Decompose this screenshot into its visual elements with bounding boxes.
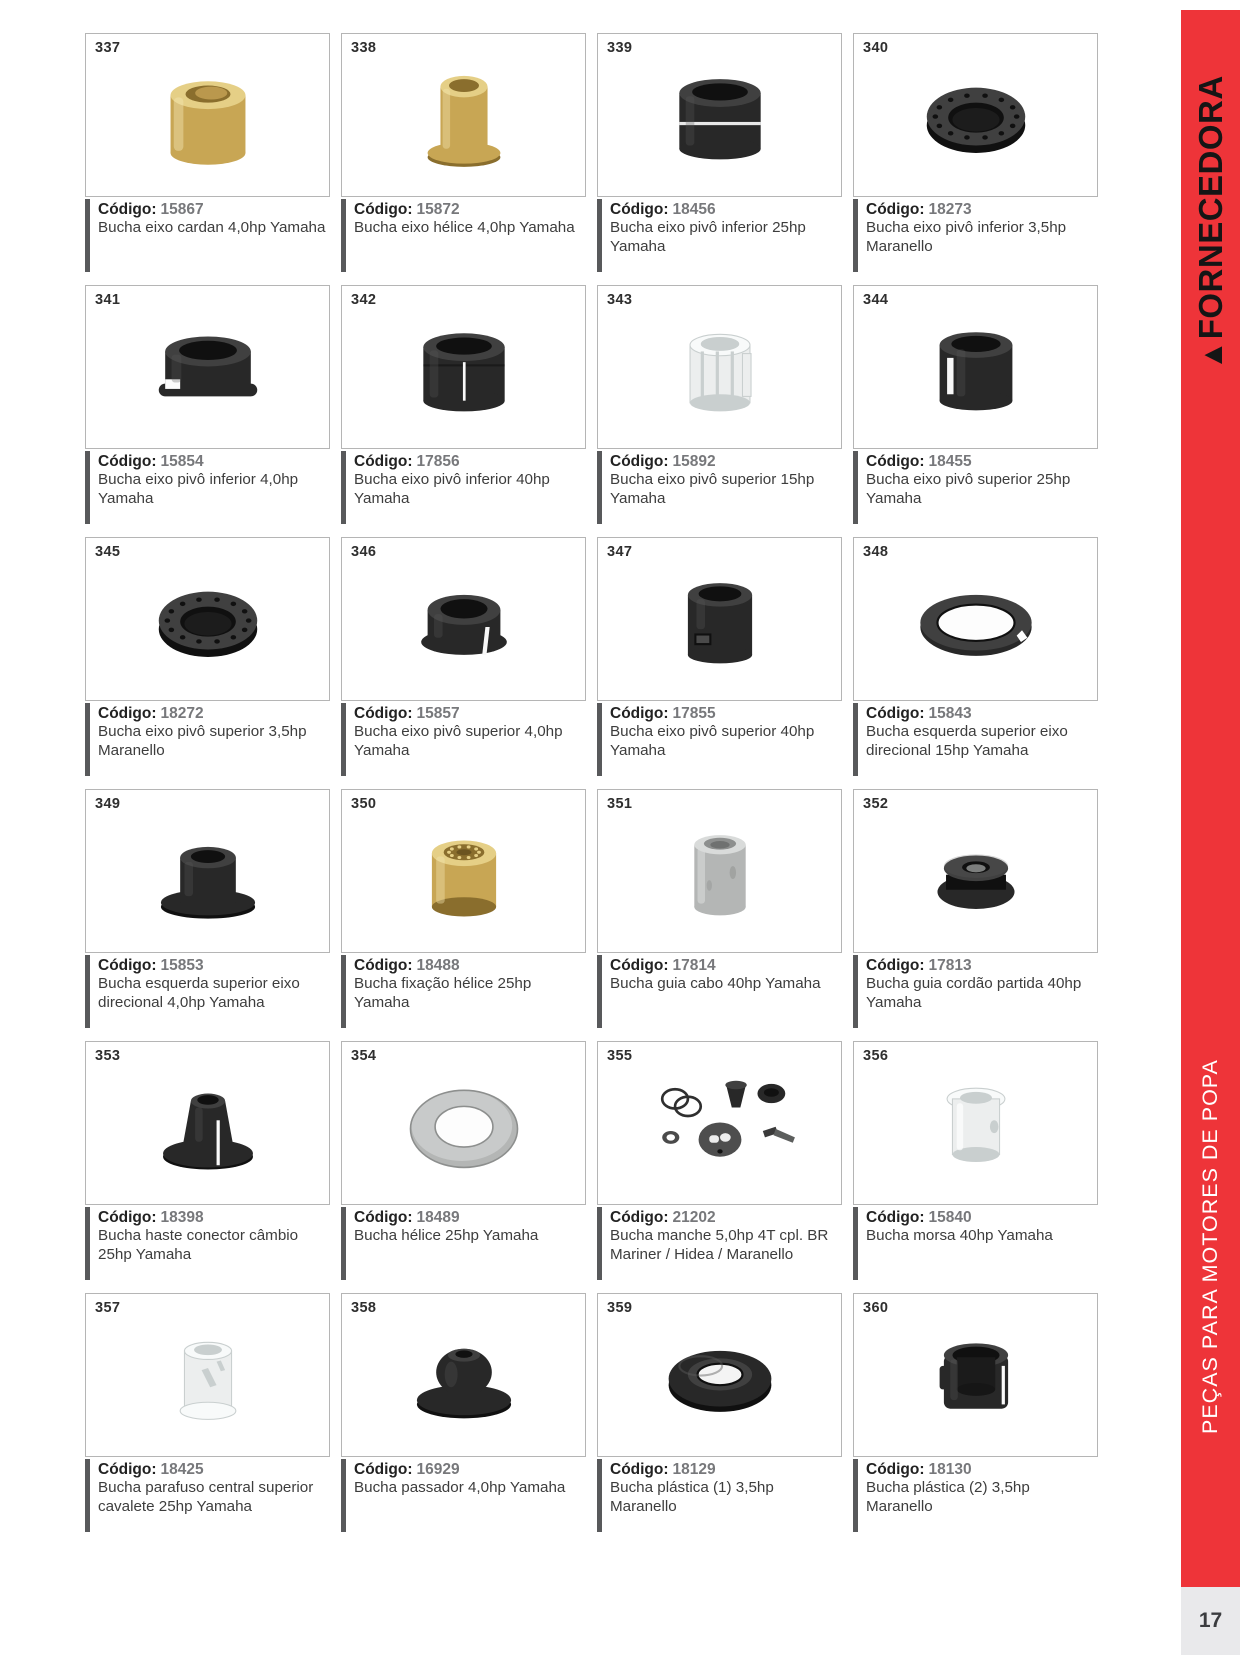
product-cell [853, 33, 1098, 285]
parts-kit-photo [598, 1042, 841, 1204]
code-label: Código: [354, 705, 413, 722]
product-caption [85, 955, 330, 1028]
code-value: 17813 [928, 957, 972, 974]
product-image-frame [341, 1293, 586, 1457]
code-label: Código: [866, 705, 925, 722]
code-label: Código: [866, 201, 925, 218]
steel-cyl-photo [598, 790, 841, 952]
black-flange-split-photo [86, 1042, 329, 1204]
product-code-line [866, 452, 1098, 471]
product-image-frame [853, 537, 1098, 701]
product-image-frame [341, 33, 586, 197]
code-label: Código: [354, 1209, 413, 1226]
item-number: 340 [863, 40, 889, 56]
brand-triangle-icon: ▲ [1196, 340, 1229, 370]
item-number: 360 [863, 1300, 889, 1316]
product-image-frame [85, 789, 330, 953]
product-description: Bucha eixo pivô superior 3,5hp Maranello [98, 723, 307, 759]
black-ring-crack-photo [854, 538, 1097, 700]
black-split-h-photo [598, 34, 841, 196]
product-caption [85, 451, 330, 524]
code-label: Código: [610, 957, 669, 974]
product-caption [341, 199, 586, 272]
product-caption [853, 199, 1098, 272]
product-caption [597, 199, 842, 272]
product-caption [85, 1207, 330, 1280]
product-image-frame [85, 1041, 330, 1205]
code-label: Código: [610, 1209, 669, 1226]
white-ribbed-photo [598, 286, 841, 448]
product-description: Bucha eixo pivô inferior 4,0hp Yamaha [98, 471, 299, 507]
product-caption [85, 703, 330, 776]
product-code-line [98, 1460, 330, 1479]
code-value: 21202 [672, 1209, 716, 1226]
steel-washer-photo [342, 1042, 585, 1204]
product-description: Bucha eixo pivô inferior 25hp Yamaha [610, 219, 806, 255]
code-value: 15892 [672, 453, 716, 470]
item-number: 342 [351, 292, 377, 308]
product-cell [597, 789, 842, 1041]
item-number: 352 [863, 796, 889, 812]
product-description: Bucha passador 4,0hp Yamaha [354, 1479, 566, 1497]
black-holes-ring-photo [86, 538, 329, 700]
product-cell [341, 789, 586, 1041]
brand-logo [1192, 75, 1230, 370]
black-slot-photo [854, 286, 1097, 448]
product-cell [341, 1041, 586, 1293]
item-number: 343 [607, 292, 633, 308]
product-code-line [610, 1460, 842, 1479]
product-cell [853, 1041, 1098, 1293]
product-description: Bucha hélice 25hp Yamaha [354, 1227, 539, 1245]
product-description: Bucha esquerda superior eixo direcional 15hp Yamaha [866, 723, 1068, 759]
item-number: 349 [95, 796, 121, 812]
product-caption [85, 1459, 330, 1532]
item-number: 346 [351, 544, 377, 560]
product-code-line [866, 200, 1098, 219]
product-code-line [354, 1208, 586, 1227]
sidebar-subtitle: PEÇAS PARA MOTORES DE POPA [1198, 1059, 1222, 1434]
item-number: 338 [351, 40, 377, 56]
product-description: Bucha guia cabo 40hp Yamaha [610, 975, 821, 993]
product-cell [85, 285, 330, 537]
product-caption [853, 1207, 1098, 1280]
brass-bushing-photo [86, 34, 329, 196]
item-number: 358 [351, 1300, 377, 1316]
product-caption [341, 955, 586, 1028]
product-code-line [354, 1460, 586, 1479]
product-caption [341, 1459, 586, 1532]
product-code-line [610, 704, 842, 723]
product-cell [853, 285, 1098, 537]
item-number: 344 [863, 292, 889, 308]
code-label: Código: [610, 1461, 669, 1478]
product-cell [597, 1293, 842, 1545]
item-number: 354 [351, 1048, 377, 1064]
sidebar-red-bar [1181, 10, 1240, 1587]
product-image-frame [853, 33, 1098, 197]
code-value: 18130 [928, 1461, 972, 1478]
product-description: Bucha eixo pivô superior 15hp Yamaha [610, 471, 815, 507]
product-caption [853, 703, 1098, 776]
product-cell [853, 537, 1098, 789]
code-value: 15867 [160, 201, 204, 218]
product-image-frame [597, 1293, 842, 1457]
product-cell [597, 33, 842, 285]
product-description: Bucha haste conector câmbio 25hp Yamaha [98, 1227, 299, 1263]
product-description: Bucha eixo pivô inferior 3,5hp Maranello [866, 219, 1067, 255]
code-value: 15872 [416, 201, 460, 218]
product-cell [85, 789, 330, 1041]
product-code-line [354, 452, 586, 471]
code-label: Código: [98, 201, 157, 218]
product-caption [597, 1459, 842, 1532]
product-image-frame [341, 537, 586, 701]
product-description: Bucha manche 5,0hp 4T cpl. BR Mariner / Hidea / Maranello [610, 1227, 829, 1263]
item-number: 337 [95, 40, 121, 56]
black-flange-slit-ring-photo [342, 538, 585, 700]
code-value: 18455 [928, 453, 972, 470]
code-label: Código: [866, 1461, 925, 1478]
code-label: Código: [866, 453, 925, 470]
product-description: Bucha esquerda superior eixo direcional 4,0hp Yamaha [98, 975, 300, 1011]
product-image-frame [853, 789, 1098, 953]
product-caption [341, 451, 586, 524]
code-value: 15853 [160, 957, 204, 974]
product-image-frame [597, 1041, 842, 1205]
product-description: Bucha eixo pivô superior 40hp Yamaha [610, 723, 815, 759]
product-code-line [98, 1208, 330, 1227]
product-description: Bucha parafuso central superior cavalete 25hp Yamaha [98, 1479, 314, 1515]
code-value: 17814 [672, 957, 716, 974]
code-value: 18456 [672, 201, 716, 218]
product-cell [341, 33, 586, 285]
product-image-frame [85, 285, 330, 449]
product-cell [597, 285, 842, 537]
code-label: Código: [354, 957, 413, 974]
code-label: Código: [98, 1209, 157, 1226]
code-value: 15854 [160, 453, 204, 470]
product-cell [85, 1293, 330, 1545]
brass-flanged-photo [342, 34, 585, 196]
product-image-frame [85, 1293, 330, 1457]
item-number: 348 [863, 544, 889, 560]
product-caption [597, 703, 842, 776]
product-caption [597, 1207, 842, 1280]
code-value: 18488 [416, 957, 460, 974]
code-value: 18425 [160, 1461, 204, 1478]
product-code-line [98, 200, 330, 219]
white-slotted-photo [86, 1294, 329, 1456]
item-number: 353 [95, 1048, 121, 1064]
black-pulley-photo [854, 790, 1097, 952]
code-value: 18398 [160, 1209, 204, 1226]
product-description: Bucha eixo hélice 4,0hp Yamaha [354, 219, 575, 237]
black-tab-cyl-photo [598, 538, 841, 700]
product-caption [341, 703, 586, 776]
code-label: Código: [354, 1461, 413, 1478]
item-number: 341 [95, 292, 121, 308]
product-description: Bucha morsa 40hp Yamaha [866, 1227, 1053, 1245]
product-image-frame [341, 789, 586, 953]
product-caption [341, 1207, 586, 1280]
code-value: 15840 [928, 1209, 972, 1226]
product-cell [85, 33, 330, 285]
product-caption [853, 1459, 1098, 1532]
product-image-frame [85, 537, 330, 701]
product-caption [853, 955, 1098, 1028]
product-code-line [866, 1460, 1098, 1479]
code-value: 18129 [672, 1461, 716, 1478]
product-cell [853, 789, 1098, 1041]
product-cell [341, 537, 586, 789]
code-value: 17855 [672, 705, 716, 722]
code-value: 16929 [416, 1461, 460, 1478]
page-number: 17 [1198, 1609, 1223, 1632]
page-number-box [1181, 1587, 1240, 1655]
code-value: 17856 [416, 453, 460, 470]
code-value: 18273 [928, 201, 972, 218]
product-code-line [98, 704, 330, 723]
product-description: Bucha eixo pivô superior 4,0hp Yamaha [354, 723, 563, 759]
black-collar-photo [86, 286, 329, 448]
code-label: Código: [354, 453, 413, 470]
product-image-frame [597, 285, 842, 449]
product-description: Bucha guia cordão partida 40hp Yamaha [866, 975, 1082, 1011]
product-cell [853, 1293, 1098, 1545]
product-description: Bucha fixação hélice 25hp Yamaha [354, 975, 532, 1011]
product-code-line [866, 956, 1098, 975]
black-flanged-bushing-photo [86, 790, 329, 952]
product-code-line [866, 704, 1098, 723]
code-value: 18272 [160, 705, 204, 722]
code-label: Código: [610, 705, 669, 722]
product-code-line [866, 1208, 1098, 1227]
black-holes-ring-photo [854, 34, 1097, 196]
code-label: Código: [98, 1461, 157, 1478]
black-split-v-photo [342, 286, 585, 448]
code-label: Código: [98, 705, 157, 722]
product-code-line [98, 956, 330, 975]
black-cup-photo [854, 1294, 1097, 1456]
item-number: 356 [863, 1048, 889, 1064]
product-code-line [98, 452, 330, 471]
item-number: 339 [607, 40, 633, 56]
product-cell [341, 1293, 586, 1545]
product-image-frame [341, 1041, 586, 1205]
product-image-frame [853, 285, 1098, 449]
product-cell [597, 537, 842, 789]
product-code-line [610, 956, 842, 975]
item-number: 357 [95, 1300, 121, 1316]
product-code-line [610, 200, 842, 219]
product-grid [85, 33, 1098, 1545]
black-grommet-photo [342, 1294, 585, 1456]
code-label: Código: [866, 957, 925, 974]
code-value: 18489 [416, 1209, 460, 1226]
code-value: 15857 [416, 705, 460, 722]
product-description: Bucha eixo pivô inferior 40hp Yamaha [354, 471, 550, 507]
product-image-frame [341, 285, 586, 449]
product-image-frame [597, 537, 842, 701]
code-label: Código: [98, 453, 157, 470]
code-label: Código: [98, 957, 157, 974]
product-cell [597, 1041, 842, 1293]
item-number: 359 [607, 1300, 633, 1316]
code-label: Código: [354, 201, 413, 218]
brand-name: FORNECEDORA [1192, 75, 1229, 340]
product-code-line [354, 956, 586, 975]
product-image-frame [853, 1293, 1098, 1457]
code-label: Código: [610, 453, 669, 470]
product-caption [597, 955, 842, 1028]
product-code-line [610, 1208, 842, 1227]
product-description: Bucha plástica (1) 3,5hp Maranello [610, 1479, 774, 1515]
product-caption [853, 451, 1098, 524]
product-description: Bucha eixo cardan 4,0hp Yamaha [98, 219, 326, 237]
item-number: 355 [607, 1048, 633, 1064]
item-number: 347 [607, 544, 633, 560]
item-number: 351 [607, 796, 633, 812]
product-image-frame [597, 33, 842, 197]
code-label: Código: [610, 201, 669, 218]
product-image-frame [853, 1041, 1098, 1205]
item-number: 345 [95, 544, 121, 560]
item-number: 350 [351, 796, 377, 812]
black-flat-ring-photo [598, 1294, 841, 1456]
white-cyl-photo [854, 1042, 1097, 1204]
code-label: Código: [866, 1209, 925, 1226]
product-caption [85, 199, 330, 272]
product-code-line [354, 704, 586, 723]
product-code-line [354, 200, 586, 219]
product-code-line [610, 452, 842, 471]
code-value: 15843 [928, 705, 972, 722]
product-caption [597, 451, 842, 524]
product-cell [85, 537, 330, 789]
brass-spline-photo [342, 790, 585, 952]
product-description: Bucha plástica (2) 3,5hp Maranello [866, 1479, 1030, 1515]
product-description: Bucha eixo pivô superior 25hp Yamaha [866, 471, 1071, 507]
product-image-frame [597, 789, 842, 953]
product-cell [85, 1041, 330, 1293]
product-cell [341, 285, 586, 537]
product-image-frame [85, 33, 330, 197]
